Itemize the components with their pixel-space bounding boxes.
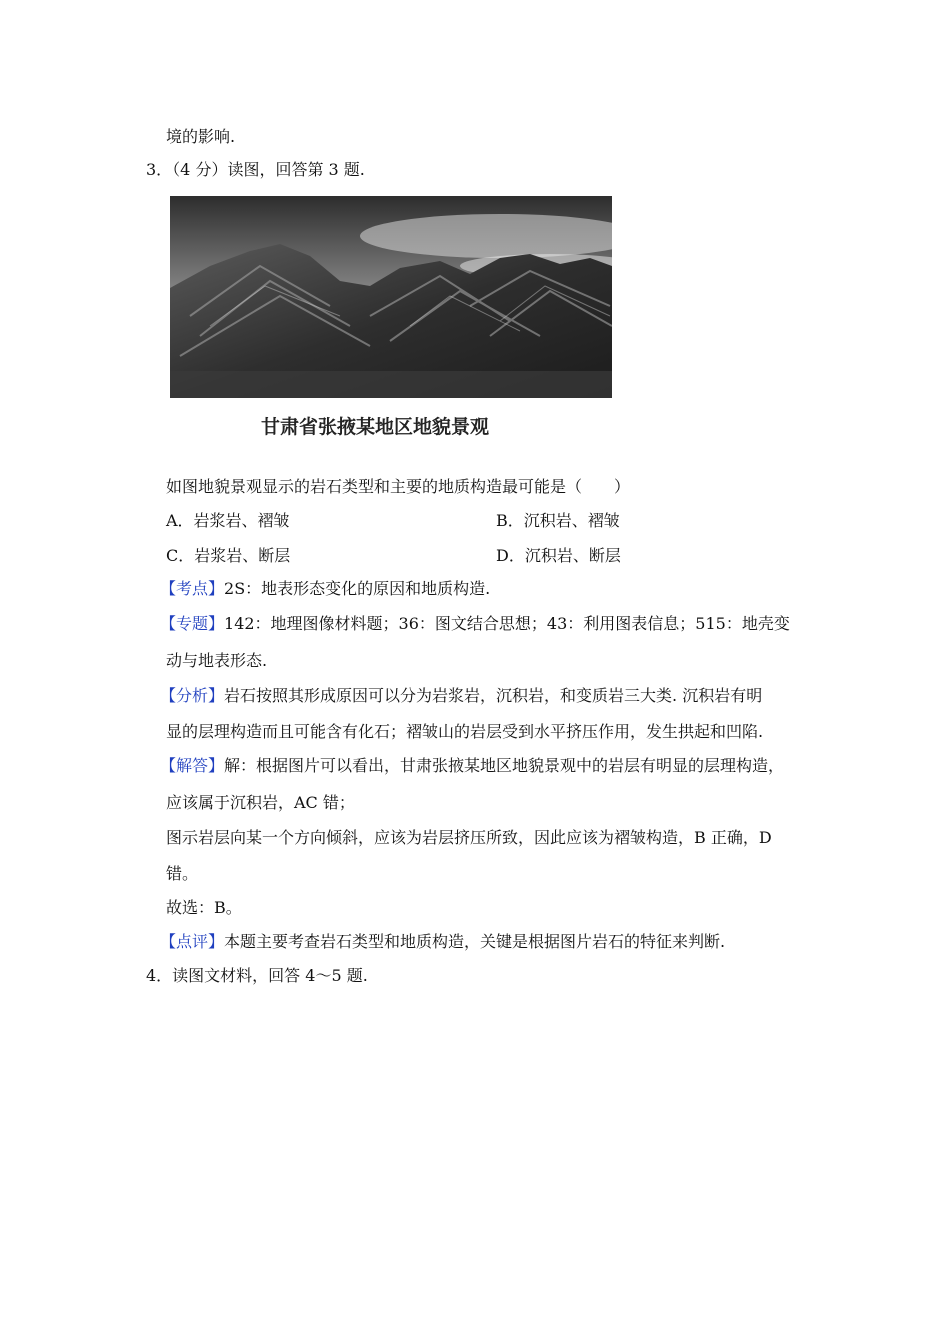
- dianping-tag: 【点评】: [160, 932, 225, 951]
- fenxi-text-2: 显的层理构造而且可能含有化石；褶皱山的岩层受到水平挤压作用，发生拱起和凹陷.: [166, 722, 764, 741]
- previous-answer-tail: 境的影响.: [166, 127, 236, 146]
- jieda-text-3: 图示岩层向某一个方向倾斜，应该为岩层挤压所致，因此应该为褶皱构造，B 正确，D: [166, 828, 772, 847]
- zhuanti-text-1: 142：地理图像材料题；36：图文结合思想；43：利用图表信息；515：地壳变: [224, 614, 790, 633]
- option-d: D．沉积岩、断层: [496, 546, 621, 565]
- jieda-tag: 【解答】: [160, 756, 225, 775]
- jieda-text-4: 错。: [166, 864, 199, 883]
- jieda-text-2: 应该属于沉积岩，AC 错；: [166, 793, 355, 812]
- zhuanti-line: [160, 614, 790, 634]
- kaodian-text: 2S：地表形态变化的原因和地质构造.: [224, 579, 491, 598]
- option-b: B．沉积岩、褶皱: [496, 511, 620, 530]
- zhuanti-text-2: 动与地表形态.: [166, 651, 268, 670]
- zhuanti-tag: 【专题】: [160, 614, 225, 633]
- option-c: C．岩浆岩、断层: [166, 546, 291, 565]
- question-4-header: 4．读图文材料，回答 4～5 题.: [146, 966, 368, 985]
- dianping-text: 本题主要考查岩石类型和地质构造，关键是根据图片岩石的特征来判断.: [224, 932, 726, 951]
- fenxi-text-1: 岩石按照其形成原因可以分为岩浆岩，沉积岩，和变质岩三大类. 沉积岩有明: [224, 686, 763, 705]
- fenxi-tag: 【分析】: [160, 686, 225, 705]
- dianping-line: [160, 932, 725, 952]
- fenxi-line: [160, 686, 762, 706]
- landform-photo: [170, 196, 612, 398]
- option-a: A．岩浆岩、褶皱: [166, 511, 290, 530]
- kaodian-line: [160, 579, 490, 599]
- image-caption: 甘肃省张掖某地区地貌景观: [260, 416, 489, 438]
- kaodian-tag: 【考点】: [160, 579, 225, 598]
- jieda-text-5: 故选：B。: [166, 898, 242, 917]
- jieda-line: [160, 756, 784, 776]
- jieda-text-1: 解：根据图片可以看出，甘肃张掖某地区地貌景观中的岩层有明显的层理构造，: [224, 756, 785, 775]
- question-3-stem: 如图地貌景观显示的岩石类型和主要的地质构造最可能是（ ）: [166, 477, 631, 496]
- question-3-header: 3．（4 分）读图，回答第 3 题.: [146, 160, 365, 179]
